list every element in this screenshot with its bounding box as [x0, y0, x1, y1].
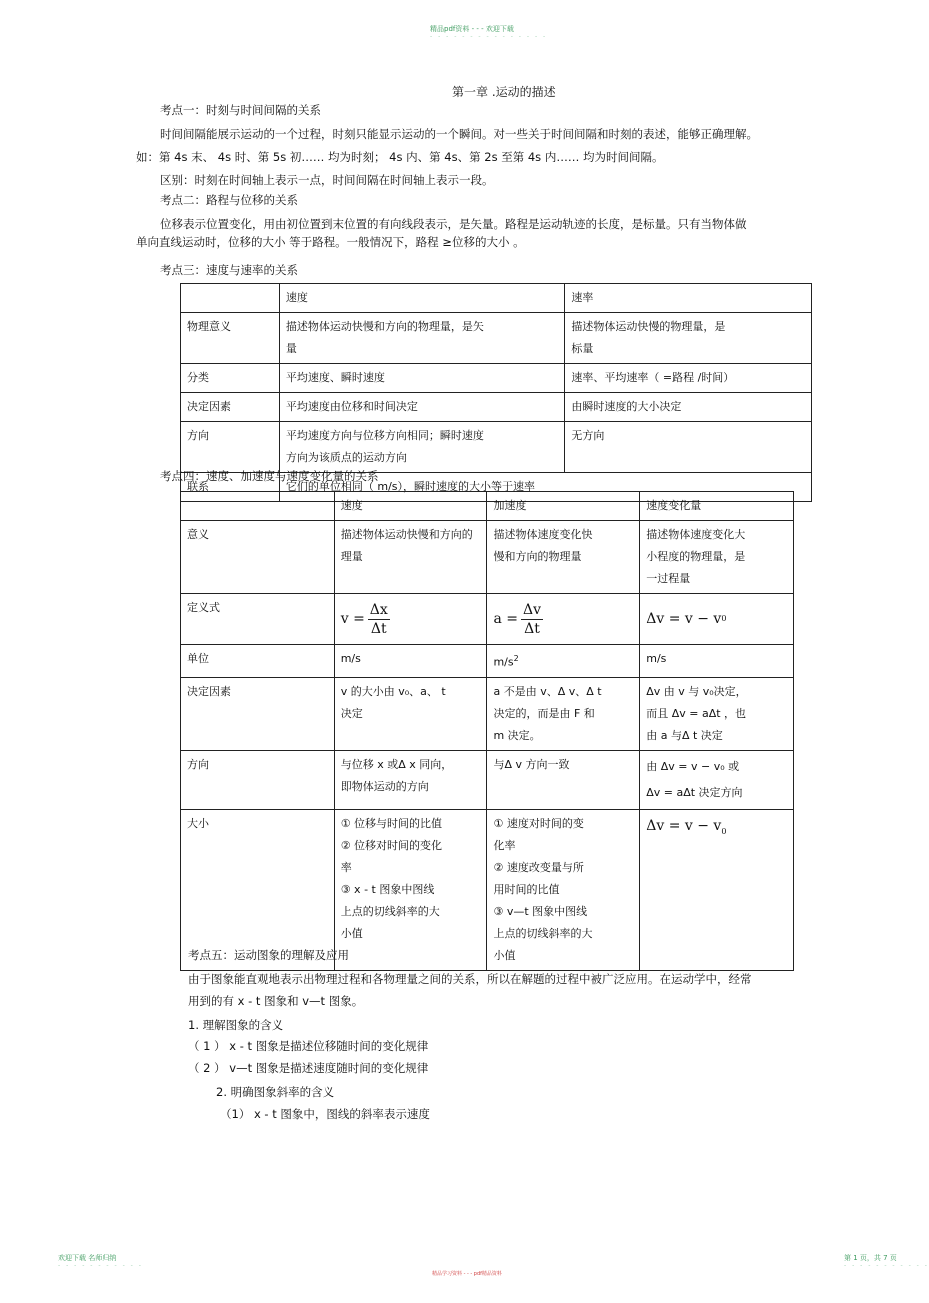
footer-left: 欢迎下载 名师归纳 — [58, 1254, 117, 1262]
footer-left-dots: - - - - - - - - - - - — [58, 1262, 143, 1269]
cell-line: 与位移 x 或Δ x 同向， — [340, 757, 453, 771]
table-cell — [487, 645, 640, 678]
table-cell — [334, 677, 487, 750]
cell-line: 描述物体运动快慢和方向的物理量，是矢 — [285, 320, 484, 333]
cell-line: 即物体运动的方向 — [340, 779, 429, 793]
cell-line: 慢和方向的物理量 — [493, 550, 582, 563]
table-header: 速率 — [565, 284, 812, 313]
table-header: 速度 — [279, 284, 565, 313]
cell-line: 描述物体运动快慢和方向的 — [340, 528, 473, 541]
cell-line: 由 Δv = v − v₀ 或 — [646, 759, 740, 773]
row-label: 大小 — [181, 809, 335, 970]
k2-line2: 单向直线运动时，位移的大小 等于路程。一般情况下，路程 ≥位移的大小 。 — [136, 235, 525, 249]
table-cell: 平均速度由位移和时间决定 — [279, 393, 565, 422]
cell-line: 用时间的比值 — [493, 882, 560, 896]
k1-line2: 如：第 4s 末、 4s 时、第 5s 初…… 均为时刻； 4s 内、第 4s、第 2s 至第 4s 内…… 均为时间间隔。 — [136, 150, 664, 164]
k5-line1: 由于图象能直观地表示出物理过程和各物理量之间的关系，所以在解题的过程中被广泛应用。在运动学中，经常 — [188, 972, 752, 986]
table-row — [181, 594, 794, 645]
table-cell: 平均速度、瞬时速度 — [279, 364, 565, 393]
cell-line: 决定 — [340, 706, 363, 720]
table-row — [181, 284, 812, 313]
table-row — [181, 492, 794, 521]
formula-lhs: a = — [493, 611, 518, 627]
table-cell — [640, 809, 794, 970]
row-label: 单位 — [181, 645, 335, 678]
formula-subscript: 0 — [721, 826, 727, 836]
row-label: 方向 — [181, 750, 335, 809]
cell-line: 一过程量 — [646, 572, 691, 585]
table-cell: 由瞬时速度的大小决定 — [565, 393, 812, 422]
velocity-accel-table — [180, 491, 794, 971]
cell-line: m 决定。 — [493, 728, 541, 742]
formula-numerator: Δv — [523, 601, 542, 618]
cell-line: ③ x - t 图象中图线 — [340, 882, 435, 896]
k3-heading: 考点三：速度与速率的关系 — [160, 263, 298, 277]
k2-line1: 位移表示位置变化，用由初位置到末位置的有向线段表示，是矢量。路程是运动轨迹的长度，是标量。只有当物体做 — [160, 217, 747, 231]
table-row — [181, 313, 812, 364]
k5-item1: 1. 理解图象的含义 — [188, 1018, 284, 1032]
row-label: 意义 — [181, 521, 335, 594]
header-dots: - - - - - - - - - - - - - - - — [430, 33, 548, 40]
k5-line2: 用到的有 x - t 图象和 v—t 图象。 — [188, 994, 364, 1008]
cell-line: ② 速度改变量与所 — [493, 860, 584, 874]
table-row — [181, 677, 794, 750]
table-row — [181, 393, 812, 422]
table-cell — [565, 313, 812, 364]
table-cell: 它们的单位相同（ m/s），瞬时速度的大小等于速率 — [279, 473, 811, 502]
page-title: 第一章 .运动的描述 — [452, 85, 556, 99]
table-cell — [487, 521, 640, 594]
table-cell — [640, 521, 794, 594]
table-cell — [640, 677, 794, 750]
table-cell — [279, 313, 565, 364]
cell-line: Δv = aΔt 决定方向 — [646, 785, 743, 799]
formula-denominator: Δt — [524, 620, 540, 637]
table-row — [181, 521, 794, 594]
formula-subscript: 0 — [721, 614, 727, 623]
cell-line: a 不是由 v、Δ v、Δ t — [493, 684, 602, 698]
k5-item2: 2. 明确图象斜率的含义 — [216, 1085, 335, 1099]
k5-heading: 考点五：运动图象的理解及应用 — [188, 948, 349, 962]
cell-line: ① 速度对时间的变 — [493, 816, 584, 830]
row-label: 决定因素 — [181, 677, 335, 750]
table-cell — [334, 809, 487, 970]
unit-text: m/s — [493, 655, 514, 669]
formula-text: Δv = v − v — [646, 611, 722, 627]
cell-line: 平均速度方向与位移方向相同；瞬时速度 — [285, 429, 484, 442]
table-cell: 无方向 — [565, 422, 812, 473]
cell-line: 描述物体速度变化大 — [646, 528, 746, 541]
table-cell — [640, 750, 794, 809]
cell-line: 量 — [285, 342, 297, 355]
cell-line: Δv 由 v 与 v₀决定， — [646, 684, 747, 698]
k1-line1: 时间间隔能展示运动的一个过程，时刻只能显示运动的一个瞬间。对一些关于时间间隔和时刻的表述，能够正确理解。 — [160, 127, 758, 141]
k1-heading: 考点一：时刻与时间间隔的关系 — [160, 103, 321, 117]
table-cell: m/s — [640, 645, 794, 678]
delta-v-formula — [640, 594, 794, 645]
cell-line: 化率 — [493, 838, 516, 852]
row-label: 决定因素 — [181, 393, 280, 422]
cell-line: 小值 — [493, 948, 516, 962]
cell-line: 决定的，而是由 F 和 — [493, 706, 595, 720]
row-label: 分类 — [181, 364, 280, 393]
k5-item2a: （1） x - t 图象中，图线的斜率表示速度 — [220, 1107, 430, 1121]
k5-item1b: （ 2 ） v—t 图象是描述速度随时间的变化规律 — [188, 1061, 429, 1075]
acceleration-formula — [487, 594, 640, 645]
cell-line: ② 位移对时间的变化 — [340, 838, 443, 852]
velocity-formula — [334, 594, 487, 645]
table-cell — [487, 809, 640, 970]
cell-line: 小程度的物理量，是 — [646, 550, 746, 563]
unit-superscript: 2 — [513, 654, 519, 663]
table-cell: 与Δ v 方向一致 — [487, 750, 640, 809]
cell-line: 描述物体速度变化快 — [493, 528, 593, 541]
table-header: 速度 — [334, 492, 487, 521]
cell-line: ③ v—t 图象中图线 — [493, 904, 588, 918]
table-cell: 速率、平均速率（ =路程 /时间） — [565, 364, 812, 393]
table-cell — [487, 677, 640, 750]
row-label: 定义式 — [181, 594, 335, 645]
cell-line: 上点的切线斜率的大 — [493, 926, 593, 940]
table-cell — [334, 750, 487, 809]
table-row — [181, 364, 812, 393]
k5-item1a: （ 1 ） x - t 图象是描述位移随时间的变化规律 — [188, 1039, 429, 1053]
table-cell — [181, 284, 280, 313]
cell-line: 由 a 与Δ t 决定 — [646, 728, 723, 742]
table-row — [181, 645, 794, 678]
table-cell: m/s — [334, 645, 487, 678]
formula-lhs: v = — [340, 611, 365, 627]
cell-line: 标量 — [571, 342, 594, 355]
table-header: 加速度 — [487, 492, 640, 521]
row-label: 联系 — [181, 473, 280, 502]
footer-center: 精品学习资料 - - - pdf精品资料 — [432, 1271, 502, 1277]
cell-line: 描述物体运动快慢的物理量，是 — [571, 320, 726, 333]
row-label: 方向 — [181, 422, 280, 473]
table-row — [181, 750, 794, 809]
table-cell — [181, 492, 335, 521]
k2-heading: 考点二：路程与位移的关系 — [160, 193, 298, 207]
row-label: 物理意义 — [181, 313, 280, 364]
footer-right-dots: - - - - - - - - - - - — [844, 1262, 929, 1269]
formula-text: Δv = v − v — [646, 817, 722, 834]
cell-line: 方向为该质点的运动方向 — [285, 451, 407, 464]
cell-line: v 的大小由 v₀、a、 t — [340, 684, 446, 698]
cell-line: 小值 — [340, 926, 363, 940]
table-cell — [279, 422, 565, 473]
footer-page: 第 1 页，共 7 页 — [844, 1254, 897, 1262]
formula-numerator: Δx — [369, 601, 388, 618]
cell-line: 理量 — [340, 550, 363, 563]
formula-denominator: Δt — [370, 620, 387, 637]
table-cell — [334, 521, 487, 594]
cell-line: 上点的切线斜率的大 — [340, 904, 440, 918]
cell-line: ① 位移与时间的比值 — [340, 816, 443, 830]
table-row — [181, 422, 812, 473]
table-header: 速度变化量 — [640, 492, 794, 521]
cell-line: 而且 Δv = aΔt ，也 — [646, 706, 747, 720]
cell-line: 率 — [340, 860, 352, 874]
k4-heading: 考点四：速度、加速度与速度变化量的关系 — [160, 469, 379, 483]
header-text: 精品pdf资料 - - - 欢迎下载 — [430, 25, 514, 33]
k1-line3: 区别：时刻在时间轴上表示一点，时间间隔在时间轴上表示一段。 — [160, 173, 494, 187]
